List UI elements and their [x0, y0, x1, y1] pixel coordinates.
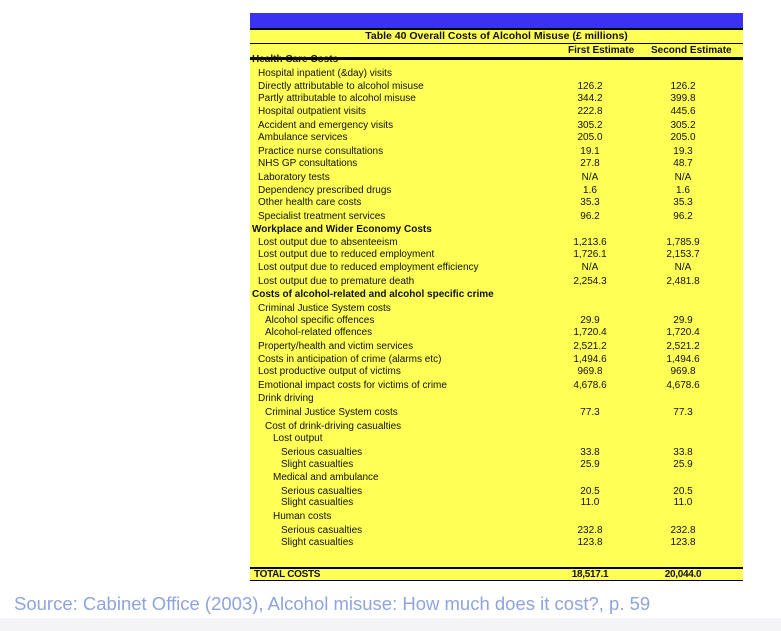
table-row	[250, 525, 743, 537]
table-row	[250, 146, 743, 158]
second-estimate-value: 399.8	[670, 93, 696, 104]
table-row	[250, 106, 743, 118]
first-estimate-value: 20.5	[580, 486, 600, 497]
second-estimate-value: 1.6	[676, 185, 690, 196]
first-estimate-value: 29.9	[580, 315, 600, 326]
second-estimate-value: 2,481.8	[666, 276, 700, 287]
table-row	[250, 407, 743, 419]
row-label: Human costs	[273, 511, 332, 522]
row-label: Cost of drink-driving casualties	[265, 421, 402, 432]
second-estimate-value: 33.8	[673, 447, 693, 458]
row-label: Property/health and victim services	[258, 341, 414, 352]
row-label: Dependency prescribed drugs	[258, 185, 392, 196]
total-label: TOTAL COSTS	[254, 569, 321, 580]
source-caption: Source: Cabinet Office (2003), Alcohol misuse: How much does it cost?, p. 59	[14, 593, 651, 614]
second-estimate-value: N/A	[674, 262, 692, 273]
row-label: Serious casualties	[281, 447, 363, 458]
second-estimate-value: 232.8	[670, 525, 696, 536]
second-estimate-value: 19.3	[673, 146, 693, 157]
row-label: Lost output	[273, 433, 323, 444]
table-row	[250, 197, 743, 209]
table-row	[250, 327, 743, 339]
row-label: Partly attributable to alcohol misuse	[258, 93, 416, 104]
first-estimate-value: 1,494.6	[573, 354, 607, 365]
second-estimate-value: 2,153.7	[666, 249, 700, 260]
row-label: Slight casualties	[281, 497, 354, 508]
row-label: Specialist treatment services	[258, 211, 386, 222]
table-row	[250, 276, 743, 288]
first-estimate-value: 1,720.4	[573, 327, 607, 338]
row-label: Costs of alcohol-related and alcohol specific crime	[252, 289, 494, 300]
first-estimate-value: 205.0	[577, 132, 603, 143]
table-row	[250, 68, 743, 80]
second-estimate-value: 1,720.4	[666, 327, 700, 338]
table-row	[250, 132, 743, 144]
second-estimate-value: 969.8	[670, 366, 696, 377]
table-row	[250, 93, 743, 105]
table-row	[250, 497, 743, 509]
table-row	[250, 81, 743, 93]
table-row	[250, 172, 743, 184]
row-label: Medical and ambulance	[273, 472, 379, 483]
table-row	[250, 262, 743, 274]
first-estimate-value: 33.8	[580, 447, 600, 458]
row-label: Emotional impact costs for victims of crime	[258, 380, 447, 391]
first-estimate-value: 11.0	[580, 497, 600, 508]
second-estimate-value: 445.6	[670, 106, 696, 117]
first-estimate-value: 77.3	[580, 407, 600, 418]
table-row	[250, 472, 743, 484]
row-label: Serious casualties	[281, 486, 363, 497]
first-estimate-value: 96.2	[580, 211, 600, 222]
second-estimate-value: 126.2	[670, 81, 696, 92]
table-row	[250, 366, 743, 378]
first-estimate-value: 1,213.6	[573, 237, 607, 248]
row-label: Ambulance services	[258, 132, 348, 143]
row-label: Lost output due to reduced employment efficiency	[258, 262, 479, 273]
divider	[250, 43, 743, 44]
section-header-row	[250, 224, 743, 236]
first-estimate-value: 1,726.1	[573, 249, 607, 260]
second-estimate-value: 20.5	[673, 486, 693, 497]
table-row	[250, 237, 743, 249]
row-label: Alcohol specific offences	[265, 315, 375, 326]
table-row	[250, 303, 743, 315]
second-estimate-value: 96.2	[673, 211, 693, 222]
bottom-band	[0, 618, 781, 631]
row-label: Lost productive output of victims	[258, 366, 401, 377]
row-label: Slight casualties	[281, 459, 354, 470]
table-row	[250, 511, 743, 523]
first-estimate-value: 222.8	[577, 106, 603, 117]
row-label: Lost output due to absenteeism	[258, 237, 398, 248]
table-row	[250, 158, 743, 170]
row-label: Hospital inpatient (&day) visits	[258, 68, 392, 79]
section-header-row	[250, 289, 743, 301]
row-label: Hospital outpatient visits	[258, 106, 366, 117]
table-row	[250, 459, 743, 471]
total-second-estimate: 20,044.0	[664, 569, 702, 580]
second-estimate-value: 11.0	[673, 497, 693, 508]
table-row	[250, 185, 743, 197]
first-estimate-value: 35.3	[580, 197, 600, 208]
second-estimate-value: 29.9	[673, 315, 693, 326]
table-row	[250, 393, 743, 405]
row-label: Health Care Costs	[252, 54, 339, 65]
first-estimate-value: 305.2	[577, 120, 603, 131]
divider	[250, 580, 743, 581]
table-header-bar	[250, 13, 743, 28]
row-label: Criminal Justice System costs	[258, 303, 391, 314]
column-header-second-estimate: Second Estimate	[651, 45, 732, 56]
second-estimate-value: 77.3	[673, 407, 693, 418]
first-estimate-value: 2,254.3	[573, 276, 607, 287]
second-estimate-value: 4,678.6	[666, 380, 700, 391]
first-estimate-value: 27.8	[580, 158, 600, 169]
row-label: Criminal Justice System costs	[265, 407, 398, 418]
row-label: Serious casualties	[281, 525, 363, 536]
first-estimate-value: 25.9	[580, 459, 600, 470]
row-label: Laboratory tests	[258, 172, 330, 183]
second-estimate-value: 25.9	[673, 459, 693, 470]
table-row	[250, 380, 743, 392]
first-estimate-value: N/A	[581, 262, 599, 273]
total-first-estimate: 18,517.1	[571, 569, 609, 580]
second-estimate-value: N/A	[674, 172, 692, 183]
column-header-first-estimate: First Estimate	[568, 45, 635, 56]
first-estimate-value: 344.2	[577, 93, 603, 104]
table-row	[250, 211, 743, 223]
table-row	[250, 421, 743, 433]
row-label: Practice nurse consultations	[258, 146, 384, 157]
row-label: Accident and emergency visits	[258, 120, 394, 131]
table-row	[250, 354, 743, 366]
row-label: Costs in anticipation of crime (alarms etc)	[258, 354, 442, 365]
row-label: NHS GP consultations	[258, 158, 358, 169]
second-estimate-value: 2,521.2	[666, 341, 700, 352]
table-row	[250, 249, 743, 261]
second-estimate-value: 205.0	[670, 132, 696, 143]
first-estimate-value: N/A	[581, 172, 599, 183]
row-label: Drink driving	[258, 393, 314, 404]
row-label: Slight casualties	[281, 537, 354, 548]
first-estimate-value: 126.2	[577, 81, 603, 92]
row-label: Directly attributable to alcohol misuse	[258, 81, 424, 92]
first-estimate-value: 19.1	[580, 146, 600, 157]
table-row	[250, 537, 743, 549]
table-row	[250, 315, 743, 327]
second-estimate-value: 1,785.9	[666, 237, 700, 248]
second-estimate-value: 35.3	[673, 197, 693, 208]
table-row	[250, 120, 743, 132]
row-label: Alcohol-related offences	[265, 327, 373, 338]
second-estimate-value: 1,494.6	[666, 354, 700, 365]
row-label: Other health care costs	[258, 197, 362, 208]
second-estimate-value: 123.8	[670, 537, 696, 548]
first-estimate-value: 1.6	[583, 185, 597, 196]
row-label: Lost output due to premature death	[258, 276, 415, 287]
table-row	[250, 341, 743, 353]
table-title: Table 40 Overall Costs of Alcohol Misuse (£ millions)	[365, 30, 628, 42]
first-estimate-value: 969.8	[577, 366, 603, 377]
first-estimate-value: 4,678.6	[573, 380, 607, 391]
first-estimate-value: 123.8	[577, 537, 603, 548]
row-label: Lost output due to reduced employment	[258, 249, 435, 260]
section-header-row	[250, 54, 743, 66]
table-row	[250, 433, 743, 445]
row-label: Workplace and Wider Economy Costs	[252, 224, 432, 235]
table-row	[250, 447, 743, 459]
first-estimate-value: 232.8	[577, 525, 603, 536]
costs-table	[250, 13, 743, 581]
first-estimate-value: 2,521.2	[573, 341, 607, 352]
second-estimate-value: 305.2	[670, 120, 696, 131]
second-estimate-value: 48.7	[673, 158, 693, 169]
